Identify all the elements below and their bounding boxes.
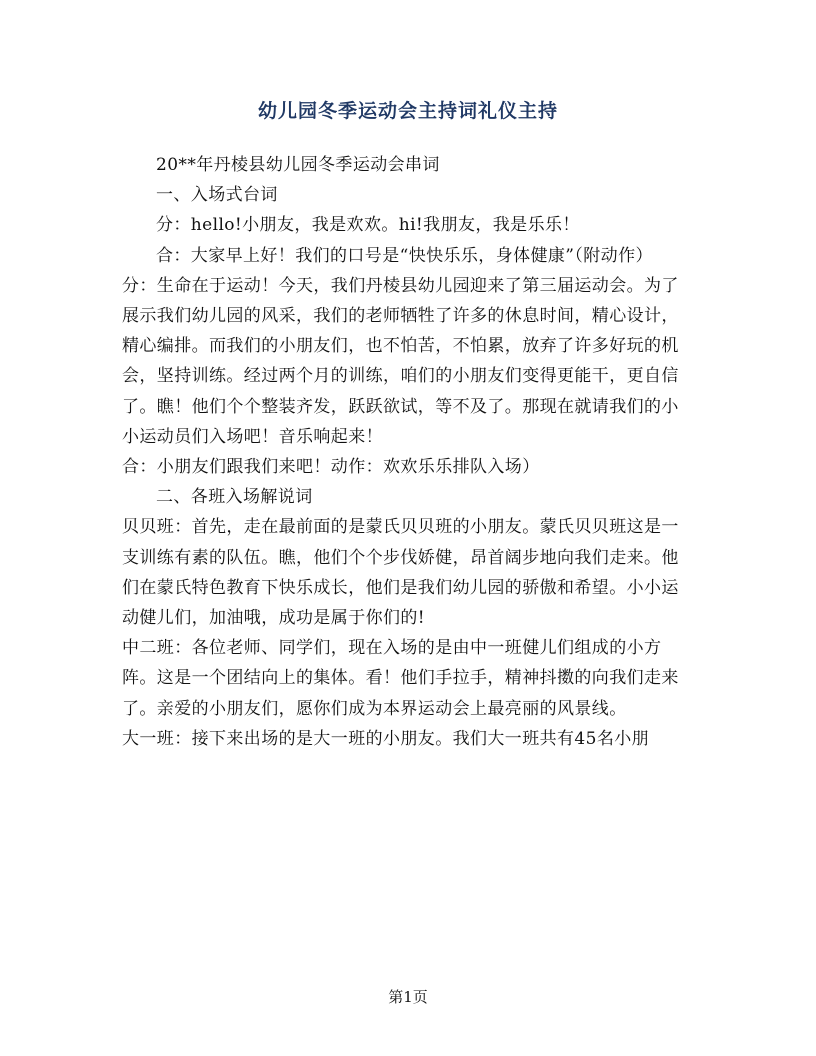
paragraph-slogan: 合：大家早上好！我们的口号是“快快乐乐，身体健康”（附动作） bbox=[156, 245, 653, 266]
paragraph-heading: 20**年丹棱县幼儿园冬季运动会串词 bbox=[156, 155, 440, 175]
section-heading-entrance: 一、入场式台词 bbox=[156, 185, 278, 206]
document-title: 幼儿园冬季运动会主持词礼仪主持 bbox=[257, 100, 558, 122]
paragraph-entrance-call: 合：小朋友们跟我们来吧！动作：欢欢乐乐排队入场） bbox=[122, 457, 540, 478]
document-body bbox=[122, 150, 686, 754]
section-heading-class-commentary: 二、各班入场解说词 bbox=[156, 487, 313, 508]
paragraph-senior-one-class: 大一班：接下来出场的是大一班的小朋友。我们大一班共有45名小朋 bbox=[122, 728, 650, 749]
paragraph-greeting: 分：hello!小朋友，我是欢欢。hi!我朋友，我是乐乐！ bbox=[156, 215, 580, 236]
paragraph-opening-speech: 分：生命在于运动！今天，我们丹棱县幼儿园迎来了第三届运动会。为了展示我们幼儿园的风采，我们的老师牺牲了许多的休息时间，精心设计，精心编排。而我们的小朋友们，也不怕苦，不怕累，放弃了许多好玩的机会，坚持训练。经过两个月的训练，咱们的小朋友们变得更能干，更自信了。瞧！他们个个整装齐发，跃跃欲试，等不及了。那现在就请我们的小小运动员们入场吧！音乐响起来！ bbox=[122, 275, 679, 447]
paragraph-beibei-class: 贝贝班：首先，走在最前面的是蒙氏贝贝班的小朋友。蒙氏贝贝班这是一支训练有素的队伍。瞧，他们个个步伐娇健，昂首阔步地向我们走来。他们在蒙氏特色教育下快乐成长，他们是我们幼儿园的骄傲和希望。小小运动健儿们，加油哦，成功是属于你们的! bbox=[122, 517, 679, 629]
page-number: 第1页 bbox=[388, 988, 428, 1006]
paragraph-middle-two-class: 中二班：各位老师、同学们，现在入场的是由中一班健儿们组成的小方阵。这是一个团结向上的集体。看！他们手拉手，精神抖擞的向我们走来了。亲爱的小朋友们，愿你们成为本界运动会上最亮丽的风景线。 bbox=[122, 638, 679, 719]
